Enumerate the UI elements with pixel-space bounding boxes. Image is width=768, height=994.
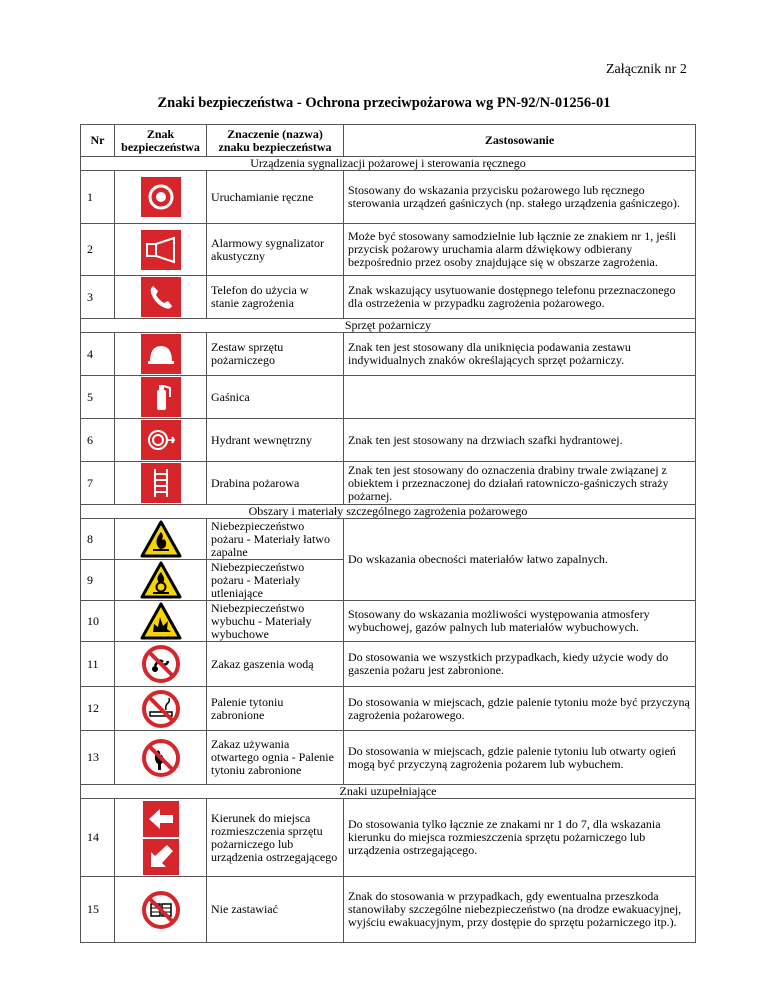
sign-name: Alarmowy sygnalizator akustyczny [207,224,344,276]
page-title: Znaki bezpieczeństwa - Ochrona przeciwpożarowa wg PN-92/N-01256-01 [157,95,611,111]
sign-name: Kierunek do miejsca rozmieszczenia sprzętu pożarniczego lub urządzenia ostrzegającego [207,799,344,877]
sign-name: Uruchamianie ręczne [207,171,344,224]
sign-name: Zestaw sprzętu pożarniczego [207,333,344,376]
table-header-row [81,125,696,157]
sign-application: Stosowany do wskazania możliwości występowania atmosfery wybuchowej, gazów palnych lub materiałów wybuchowych. [344,601,696,642]
table-row [81,171,696,224]
header-meaning: Znaczenie (nazwa) znaku bezpieczeństwa [207,125,344,157]
table-row [81,276,696,319]
row-number: 15 [81,877,115,943]
section-heading: Obszary i materiały szczególnego zagrożenia pożarowego [81,505,696,519]
row-number: 14 [81,799,115,877]
table-row [81,462,696,505]
annex-label: Załącznik nr 2 [606,62,687,77]
sign-name: Zakaz gaszenia wodą [207,642,344,687]
no-open-flame-icon [141,738,181,778]
table-row [81,224,696,276]
row-number: 11 [81,642,115,687]
fire-alarm-horn-icon [141,230,181,270]
fire-hydrant-icon [141,420,181,460]
sign-application: Znak wskazujący usytuowanie dostępnego telefonu przeznaczonego dla ostrzeżenia w przypadku zagrożenia pożarowego. [344,276,696,319]
sign-application: Może być stosowany samodzielnie lub łącznie ze znakiem nr 1, jeśli przycisk pożarowy uruchamia alarm dźwiękowy odbierany bezpośrednio przez osoby znajdujące się w obszarze zagrożenia. [344,224,696,276]
row-number: 12 [81,687,115,731]
sign-application: Do stosowania tylko łącznie ze znakami nr 1 do 7, dla wskazania kierunku do miejsca rozmieszczenia sprzętu pożarniczego lub urządzenia ostrzegającego. [344,799,696,877]
table-row [81,731,696,785]
sign-application: Do wskazania obecności materiałów łatwo zapalnych. [344,519,696,601]
header-sign: Znak bezpieczeństwa [115,125,207,157]
table-row [81,376,696,419]
header-nr: Nr [81,125,115,157]
sign-application: Do stosowania w miejscach, gdzie palenie tytoniu lub otwarty ogień mogą być przyczyną zagrożenia pożarem lub wybuchem. [344,731,696,785]
table-row [81,333,696,376]
no-smoking-icon [141,689,181,729]
row-number: 5 [81,376,115,419]
sign-name: Nie zastawiać [207,877,344,943]
do-not-obstruct-icon [141,890,181,930]
sign-name: Niebezpieczeństwo pożaru - Materiały utleniające [207,560,344,601]
row-number: 13 [81,731,115,785]
sign-name: Telefon do użycia w stanie zagrożenia [207,276,344,319]
no-water-extinguishing-icon [141,644,181,684]
table-row [81,687,696,731]
table-row [81,519,696,560]
row-number: 2 [81,224,115,276]
sign-application: Do stosowania we wszystkich przypadkach, kiedy użycie wody do gaszenia pożaru jest zabronione. [344,642,696,687]
sign-application: Stosowany do wskazania przycisku pożarowego lub ręcznego sterowania urządzeń gaśniczych (np. stałego urządzenia gaśniczego). [344,171,696,224]
table-row [81,642,696,687]
emergency-phone-icon [141,277,181,317]
table-row [81,799,696,877]
table-row [81,877,696,943]
row-number: 4 [81,333,115,376]
row-number: 3 [81,276,115,319]
explosive-warning-icon [140,602,182,640]
manual-call-point-icon [141,177,181,217]
sign-application: Znak ten jest stosowany dla uniknięcia podawania zestawu indywidualnych znaków określających sprzęt pożarniczy. [344,333,696,376]
sign-name: Niebezpieczeństwo wybuchu - Materiały wybuchowe [207,601,344,642]
header-application: Zastosowanie [344,125,696,157]
sign-application: Znak ten jest stosowany do oznaczenia drabiny trwale związanej z obiektem i przeznaczonej do działań ratowniczo-gaśniczych straży pożarnej. [344,462,696,505]
fire-ladder-icon [141,463,181,503]
sign-application [344,376,696,419]
section-heading: Urządzenia sygnalizacji pożarowej i sterowania ręcznego [81,157,696,171]
row-number: 7 [81,462,115,505]
sign-name: Hydrant wewnętrzny [207,419,344,462]
sign-name: Drabina pożarowa [207,462,344,505]
safety-signs-table [80,124,696,943]
flammable-warning-icon [140,520,182,558]
arrow-left-icon [143,801,179,837]
row-number: 6 [81,419,115,462]
sign-application: Do stosowania w miejscach, gdzie palenie tytoniu może być przyczyną zagrożenia pożarowego. [344,687,696,731]
table-row [81,419,696,462]
row-number: 9 [81,560,115,601]
fire-equipment-icon [141,334,181,374]
section-heading: Znaki uzupełniające [81,785,696,799]
row-number: 8 [81,519,115,560]
sign-name: Palenie tytoniu zabronione [207,687,344,731]
table-row [81,601,696,642]
sign-name: Gaśnica [207,376,344,419]
fire-extinguisher-icon [141,377,181,417]
sign-name: Niebezpieczeństwo pożaru - Materiały łatwo zapalne [207,519,344,560]
row-number: 1 [81,171,115,224]
direction-arrows-icon [115,799,207,877]
arrow-down-left-icon [143,839,179,875]
oxidizing-warning-icon [140,561,182,599]
sign-name: Zakaz używania otwartego ognia - Palenie tytoniu zabronione [207,731,344,785]
section-heading: Sprzęt pożarniczy [81,319,696,333]
sign-application: Znak ten jest stosowany na drzwiach szafki hydrantowej. [344,419,696,462]
row-number: 10 [81,601,115,642]
sign-application: Znak do stosowania w przypadkach, gdy ewentualna przeszkoda stanowiłaby szczególne niebezpieczeństwo (na drodze ewakuacyjnej, wyjściu ewakuacyjnym, przy dostępie do sprzętu pożarniczego itp.). [344,877,696,943]
